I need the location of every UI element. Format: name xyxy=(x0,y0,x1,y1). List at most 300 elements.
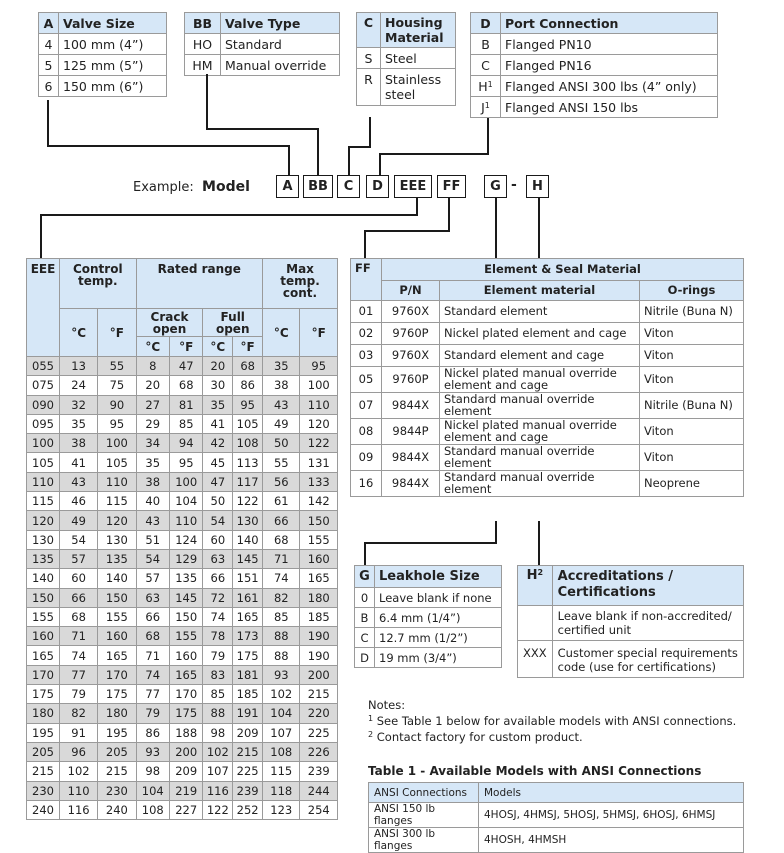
eee-value-cell: 74 xyxy=(136,665,169,684)
eee-code-cell: 075 xyxy=(27,376,60,395)
valve-type-code: HO xyxy=(185,34,221,55)
eee-row xyxy=(27,607,338,626)
eee-row xyxy=(27,511,338,530)
eee-value-cell: 135 xyxy=(98,549,136,568)
eee-value-cell: 175 xyxy=(233,646,263,665)
eee-value-cell: 13 xyxy=(60,357,98,376)
eee-value-cell: 110 xyxy=(300,395,338,414)
eee-value-cell: 104 xyxy=(263,704,300,723)
orings-cell: Viton xyxy=(640,367,744,393)
valve-type-code-header: BB xyxy=(185,13,221,34)
pn-header: P/N xyxy=(382,281,440,301)
model-box-eee: EEE xyxy=(394,175,432,198)
connector-line xyxy=(348,146,350,175)
eee-value-cell: 239 xyxy=(300,762,338,781)
eee-value-cell: 165 xyxy=(169,665,202,684)
eee-value-cell: 150 xyxy=(300,511,338,530)
connector-line xyxy=(379,153,489,155)
valve-type-table xyxy=(184,12,340,76)
eee-value-cell: 180 xyxy=(98,704,136,723)
eee-value-cell: 160 xyxy=(98,627,136,646)
eee-value-cell: 43 xyxy=(136,511,169,530)
eee-value-cell: 43 xyxy=(263,395,300,414)
element-material-cell: Nickel plated manual override element and cage xyxy=(440,419,640,445)
eee-value-cell: 68 xyxy=(60,607,98,626)
eee-value-cell: 32 xyxy=(60,395,98,414)
eee-value-cell: 68 xyxy=(136,627,169,646)
eee-value-cell: 200 xyxy=(169,742,202,761)
connector-line xyxy=(47,145,289,147)
ff-code-cell: 02 xyxy=(351,323,382,345)
eee-value-cell: 41 xyxy=(203,414,233,433)
eee-value-cell: 215 xyxy=(233,742,263,761)
eee-value-cell: 220 xyxy=(300,704,338,723)
eee-value-cell: 49 xyxy=(60,511,98,530)
eee-value-cell: 195 xyxy=(98,723,136,742)
leakhole-code: D xyxy=(355,648,375,668)
connector-line xyxy=(495,521,497,543)
eee-value-cell: 83 xyxy=(203,665,233,684)
eee-code-cell: 095 xyxy=(27,414,60,433)
eee-value-cell: 93 xyxy=(136,742,169,761)
eee-row xyxy=(27,530,338,549)
leakhole-size-table xyxy=(354,565,502,668)
model-box-c: C xyxy=(337,175,360,198)
control-temperature-table xyxy=(26,258,338,820)
ff-code-cell: 03 xyxy=(351,345,382,367)
valve-size-code: 4 xyxy=(39,34,59,55)
eee-value-cell: 160 xyxy=(300,549,338,568)
eee-value-cell: 98 xyxy=(203,723,233,742)
pn-cell: 9760P xyxy=(382,367,440,393)
eee-value-cell: 49 xyxy=(263,414,300,433)
eee-row xyxy=(27,685,338,704)
valve-type-value: Manual override xyxy=(221,55,340,76)
eee-value-cell: 107 xyxy=(203,762,233,781)
leakhole-value: 19 mm (3/4”) xyxy=(375,648,502,668)
valve-size-value: 125 mm (5”) xyxy=(59,55,167,76)
ansi-models-table xyxy=(368,782,744,853)
ff-row xyxy=(351,345,744,367)
valve-type-code: HM xyxy=(185,55,221,76)
eee-value-cell: 145 xyxy=(233,549,263,568)
pn-cell: 9844P xyxy=(382,419,440,445)
eee-value-cell: 155 xyxy=(98,607,136,626)
connector-line xyxy=(364,542,366,565)
eee-value-cell: 63 xyxy=(203,549,233,568)
eee-value-cell: 47 xyxy=(169,357,202,376)
eee-value-cell: 74 xyxy=(263,569,300,588)
valve-size-code: 6 xyxy=(39,76,59,97)
accred-value: Customer special requirements code (use for certifications) xyxy=(552,641,743,678)
valve-size-code-header: A xyxy=(39,13,59,34)
valve-type-value: Standard xyxy=(221,34,340,55)
eee-code-cell: 240 xyxy=(27,800,60,819)
ff-code-cell: 07 xyxy=(351,393,382,419)
eee-value-cell: 123 xyxy=(263,800,300,819)
ansi-models-header: Models xyxy=(479,783,744,803)
eee-code-cell: 090 xyxy=(27,395,60,414)
eee-value-cell: 181 xyxy=(233,665,263,684)
control-temp-header: Control temp. xyxy=(60,259,137,309)
housing-header: Housing Material xyxy=(381,13,456,48)
eee-value-cell: 35 xyxy=(263,357,300,376)
eee-value-cell: 115 xyxy=(263,762,300,781)
model-box-bb: BB xyxy=(303,175,333,198)
eee-value-cell: 100 xyxy=(98,434,136,453)
eee-value-cell: 117 xyxy=(233,472,263,491)
model-box-g: G xyxy=(484,175,507,198)
eee-row xyxy=(27,762,338,781)
eee-value-cell: 244 xyxy=(300,781,338,800)
eee-value-cell: 239 xyxy=(233,781,263,800)
eee-value-cell: 68 xyxy=(233,357,263,376)
eee-value-cell: 85 xyxy=(203,685,233,704)
eee-value-cell: 74 xyxy=(60,646,98,665)
eee-value-cell: 51 xyxy=(136,530,169,549)
port-value: Flanged ANSI 150 lbs xyxy=(501,97,718,118)
eee-code-cell: 175 xyxy=(27,685,60,704)
eee-value-cell: 82 xyxy=(263,588,300,607)
eee-value-cell: 20 xyxy=(203,357,233,376)
leakhole-header: Leakhole Size xyxy=(375,566,502,588)
eee-value-cell: 116 xyxy=(203,781,233,800)
eee-code-cell: 140 xyxy=(27,569,60,588)
model-box-a: A xyxy=(276,175,299,198)
eee-value-cell: 71 xyxy=(263,549,300,568)
eee-value-cell: 27 xyxy=(136,395,169,414)
eee-value-cell: 68 xyxy=(169,376,202,395)
eee-value-cell: 145 xyxy=(169,588,202,607)
eee-value-cell: 47 xyxy=(203,472,233,491)
eee-value-cell: 120 xyxy=(98,511,136,530)
connector-line xyxy=(487,118,489,154)
accreditations-table xyxy=(517,565,744,678)
housing-material-table xyxy=(356,12,456,106)
eee-value-cell: 129 xyxy=(169,549,202,568)
eee-value-cell: 74 xyxy=(203,607,233,626)
eee-value-cell: 185 xyxy=(300,607,338,626)
eee-value-cell: 88 xyxy=(263,627,300,646)
eee-value-cell: 107 xyxy=(263,723,300,742)
max-f-header: °F xyxy=(300,309,338,357)
eee-row xyxy=(27,434,338,453)
eee-value-cell: 40 xyxy=(136,492,169,511)
eee-code-cell: 105 xyxy=(27,453,60,472)
eee-value-cell: 98 xyxy=(136,762,169,781)
eee-value-cell: 86 xyxy=(136,723,169,742)
eee-value-cell: 71 xyxy=(60,627,98,646)
eee-value-cell: 230 xyxy=(98,781,136,800)
element-material-cell: Standard element xyxy=(440,301,640,323)
rated-range-header: Rated range xyxy=(136,259,263,309)
eee-value-cell: 175 xyxy=(98,685,136,704)
eee-value-cell: 165 xyxy=(300,569,338,588)
element-material-cell: Standard manual override element xyxy=(440,445,640,471)
eee-value-cell: 96 xyxy=(60,742,98,761)
port-code: $J^1$ xyxy=(471,97,501,118)
eee-value-cell: 38 xyxy=(136,472,169,491)
control-f-header: °F xyxy=(98,309,136,357)
eee-value-cell: 205 xyxy=(98,742,136,761)
ff-code-cell: 09 xyxy=(351,445,382,471)
ff-title-header: Element & Seal Material xyxy=(382,259,744,281)
eee-value-cell: 131 xyxy=(300,453,338,472)
eee-value-cell: 225 xyxy=(233,762,263,781)
eee-value-cell: 124 xyxy=(169,530,202,549)
eee-value-cell: 227 xyxy=(169,800,202,819)
eee-value-cell: 75 xyxy=(98,376,136,395)
model-box-h: H xyxy=(526,175,549,198)
eee-value-cell: 190 xyxy=(300,627,338,646)
eee-value-cell: 85 xyxy=(169,414,202,433)
valve-size-header: Valve Size xyxy=(59,13,167,34)
eee-value-cell: 82 xyxy=(60,704,98,723)
eee-value-cell: 115 xyxy=(98,492,136,511)
valve-size-value: 100 mm (4”) xyxy=(59,34,167,55)
crack-f-header: °F xyxy=(169,337,202,357)
eee-value-cell: 68 xyxy=(263,530,300,549)
eee-value-cell: 35 xyxy=(136,453,169,472)
eee-value-cell: 77 xyxy=(60,665,98,684)
accred-code xyxy=(518,606,553,641)
eee-value-cell: 150 xyxy=(98,588,136,607)
eee-value-cell: 95 xyxy=(98,414,136,433)
eee-value-cell: 46 xyxy=(60,492,98,511)
eee-value-cell: 102 xyxy=(60,762,98,781)
eee-value-cell: 130 xyxy=(233,511,263,530)
eee-value-cell: 113 xyxy=(233,453,263,472)
max-c-header: °C xyxy=(263,309,300,357)
pn-cell: 9844X xyxy=(382,393,440,419)
eee-value-cell: 170 xyxy=(98,665,136,684)
connector-line xyxy=(364,230,450,232)
ansi-table-title: Table 1 - Available Models with ANSI Connections xyxy=(368,764,702,778)
connector-line xyxy=(416,198,418,215)
eee-row xyxy=(27,472,338,491)
accred-code: XXX xyxy=(518,641,553,678)
orings-cell: Nitrile (Buna N) xyxy=(640,393,744,419)
pn-cell: 9844X xyxy=(382,471,440,497)
leakhole-value: Leave blank if none xyxy=(375,588,502,608)
eee-value-cell: 35 xyxy=(203,395,233,414)
port-code: $H^1$ xyxy=(471,76,501,97)
eee-value-cell: 108 xyxy=(233,434,263,453)
eee-value-cell: 165 xyxy=(98,646,136,665)
connector-line xyxy=(40,214,418,216)
eee-code-cell: 165 xyxy=(27,646,60,665)
eee-value-cell: 122 xyxy=(203,800,233,819)
eee-value-cell: 34 xyxy=(136,434,169,453)
eee-code-cell: 180 xyxy=(27,704,60,723)
note-item: $^1$ See Table 1 below for available models with ANSI connections. xyxy=(368,714,737,728)
eee-value-cell: 165 xyxy=(233,607,263,626)
eee-value-cell: 209 xyxy=(169,762,202,781)
eee-value-cell: 252 xyxy=(233,800,263,819)
ansi-models: 4HOSH, 4HMSH xyxy=(479,828,744,853)
eee-code-cell: 215 xyxy=(27,762,60,781)
connector-line xyxy=(495,198,497,258)
eee-value-cell: 54 xyxy=(60,530,98,549)
element-material-cell: Nickel plated element and cage xyxy=(440,323,640,345)
eee-value-cell: 57 xyxy=(136,569,169,588)
eee-value-cell: 50 xyxy=(203,492,233,511)
eee-code-cell: 205 xyxy=(27,742,60,761)
eee-code-cell: 170 xyxy=(27,665,60,684)
eee-value-cell: 200 xyxy=(300,665,338,684)
ff-row xyxy=(351,367,744,393)
eee-value-cell: 88 xyxy=(203,704,233,723)
eee-value-cell: 140 xyxy=(98,569,136,588)
connector-line xyxy=(206,74,208,129)
eee-value-cell: 42 xyxy=(203,434,233,453)
port-connection-table xyxy=(470,12,718,118)
ansi-models: 4HOSJ, 4HMSJ, 5HOSJ, 5HMSJ, 6HOSJ, 6HMSJ xyxy=(479,803,744,828)
eee-value-cell: 120 xyxy=(300,414,338,433)
eee-value-cell: 86 xyxy=(233,376,263,395)
connector-line xyxy=(40,214,42,258)
model-box-ff: FF xyxy=(437,175,466,198)
eee-value-cell: 56 xyxy=(263,472,300,491)
crack-c-header: °C xyxy=(136,337,169,357)
eee-code-cell: 120 xyxy=(27,511,60,530)
eee-value-cell: 140 xyxy=(233,530,263,549)
eee-row xyxy=(27,588,338,607)
eee-row xyxy=(27,569,338,588)
connector-line xyxy=(317,128,319,175)
eee-value-cell: 8 xyxy=(136,357,169,376)
port-code: B xyxy=(471,34,501,55)
orings-header: O-rings xyxy=(640,281,744,301)
port-value: Flanged PN10 xyxy=(501,34,718,55)
eee-value-cell: 60 xyxy=(203,530,233,549)
leakhole-code: 0 xyxy=(355,588,375,608)
eee-value-cell: 160 xyxy=(169,646,202,665)
pn-cell: 9844X xyxy=(382,445,440,471)
eee-value-cell: 35 xyxy=(60,414,98,433)
crack-open-header: Crack open xyxy=(136,309,203,337)
eee-value-cell: 191 xyxy=(233,704,263,723)
leakhole-code: B xyxy=(355,608,375,628)
eee-value-cell: 81 xyxy=(169,395,202,414)
eee-value-cell: 240 xyxy=(98,800,136,819)
eee-value-cell: 61 xyxy=(263,492,300,511)
eee-value-cell: 60 xyxy=(60,569,98,588)
element-material-cell: Standard manual override element xyxy=(440,471,640,497)
eee-value-cell: 150 xyxy=(169,607,202,626)
housing-code: S xyxy=(357,48,381,69)
eee-value-cell: 110 xyxy=(98,472,136,491)
leakhole-code: C xyxy=(355,628,375,648)
element-material-cell: Standard manual override element xyxy=(440,393,640,419)
leakhole-code-header: G xyxy=(355,566,375,588)
eee-value-cell: 135 xyxy=(169,569,202,588)
model-dash: - xyxy=(511,177,517,193)
eee-value-cell: 104 xyxy=(136,781,169,800)
eee-value-cell: 185 xyxy=(233,685,263,704)
leakhole-value: 12.7 mm (1/2”) xyxy=(375,628,502,648)
eee-value-cell: 54 xyxy=(203,511,233,530)
eee-row xyxy=(27,781,338,800)
eee-value-cell: 88 xyxy=(263,646,300,665)
housing-code-header: C xyxy=(357,13,381,48)
eee-value-cell: 43 xyxy=(60,472,98,491)
connector-line xyxy=(47,100,49,146)
eee-value-cell: 225 xyxy=(300,723,338,742)
connector-line xyxy=(448,198,450,231)
eee-value-cell: 110 xyxy=(60,781,98,800)
connector-line xyxy=(206,128,318,130)
eee-code-cell: 055 xyxy=(27,357,60,376)
connector-line xyxy=(288,145,290,175)
eee-row xyxy=(27,549,338,568)
eee-value-cell: 95 xyxy=(300,357,338,376)
eee-code-cell: 130 xyxy=(27,530,60,549)
eee-value-cell: 71 xyxy=(136,646,169,665)
eee-value-cell: 95 xyxy=(169,453,202,472)
ff-row xyxy=(351,419,744,445)
connector-line xyxy=(364,542,497,544)
eee-value-cell: 155 xyxy=(169,627,202,646)
valve-type-header: Valve Type xyxy=(221,13,340,34)
pn-cell: 9760X xyxy=(382,301,440,323)
eee-value-cell: 151 xyxy=(233,569,263,588)
eee-value-cell: 175 xyxy=(169,704,202,723)
eee-value-cell: 104 xyxy=(169,492,202,511)
connector-line xyxy=(348,146,371,148)
note-item: $^2$ Contact factory for custom product. xyxy=(368,730,583,744)
orings-cell: Viton xyxy=(640,323,744,345)
eee-value-cell: 66 xyxy=(203,569,233,588)
ff-row xyxy=(351,471,744,497)
eee-value-cell: 90 xyxy=(98,395,136,414)
pn-cell: 9760P xyxy=(382,323,440,345)
element-material-header: Element material xyxy=(440,281,640,301)
ff-row xyxy=(351,445,744,471)
eee-value-cell: 79 xyxy=(60,685,98,704)
ff-code-header: FF xyxy=(351,259,382,301)
port-code-header: D xyxy=(471,13,501,34)
eee-value-cell: 130 xyxy=(98,530,136,549)
eee-value-cell: 78 xyxy=(203,627,233,646)
eee-value-cell: 20 xyxy=(136,376,169,395)
eee-value-cell: 102 xyxy=(263,685,300,704)
eee-value-cell: 215 xyxy=(98,762,136,781)
ansi-connection: ANSI 300 lb flanges xyxy=(369,828,479,853)
ff-row xyxy=(351,323,744,345)
eee-row xyxy=(27,492,338,511)
eee-code-cell: 230 xyxy=(27,781,60,800)
housing-value: Stainless steel xyxy=(381,69,456,106)
eee-value-cell: 24 xyxy=(60,376,98,395)
eee-value-cell: 66 xyxy=(263,511,300,530)
eee-value-cell: 29 xyxy=(136,414,169,433)
eee-row xyxy=(27,376,338,395)
max-temp-header: Max temp. cont. xyxy=(263,259,338,309)
eee-value-cell: 122 xyxy=(300,434,338,453)
eee-value-cell: 77 xyxy=(136,685,169,704)
accred-value: Leave blank if non-accredited/ certified unit xyxy=(552,606,743,641)
eee-row xyxy=(27,742,338,761)
notes-title: Notes: xyxy=(368,698,406,712)
eee-row xyxy=(27,414,338,433)
ff-row xyxy=(351,301,744,323)
ff-code-cell: 05 xyxy=(351,367,382,393)
eee-code-cell: 115 xyxy=(27,492,60,511)
orings-cell: Viton xyxy=(640,345,744,367)
leakhole-value: 6.4 mm (1/4”) xyxy=(375,608,502,628)
eee-value-cell: 102 xyxy=(203,742,233,761)
